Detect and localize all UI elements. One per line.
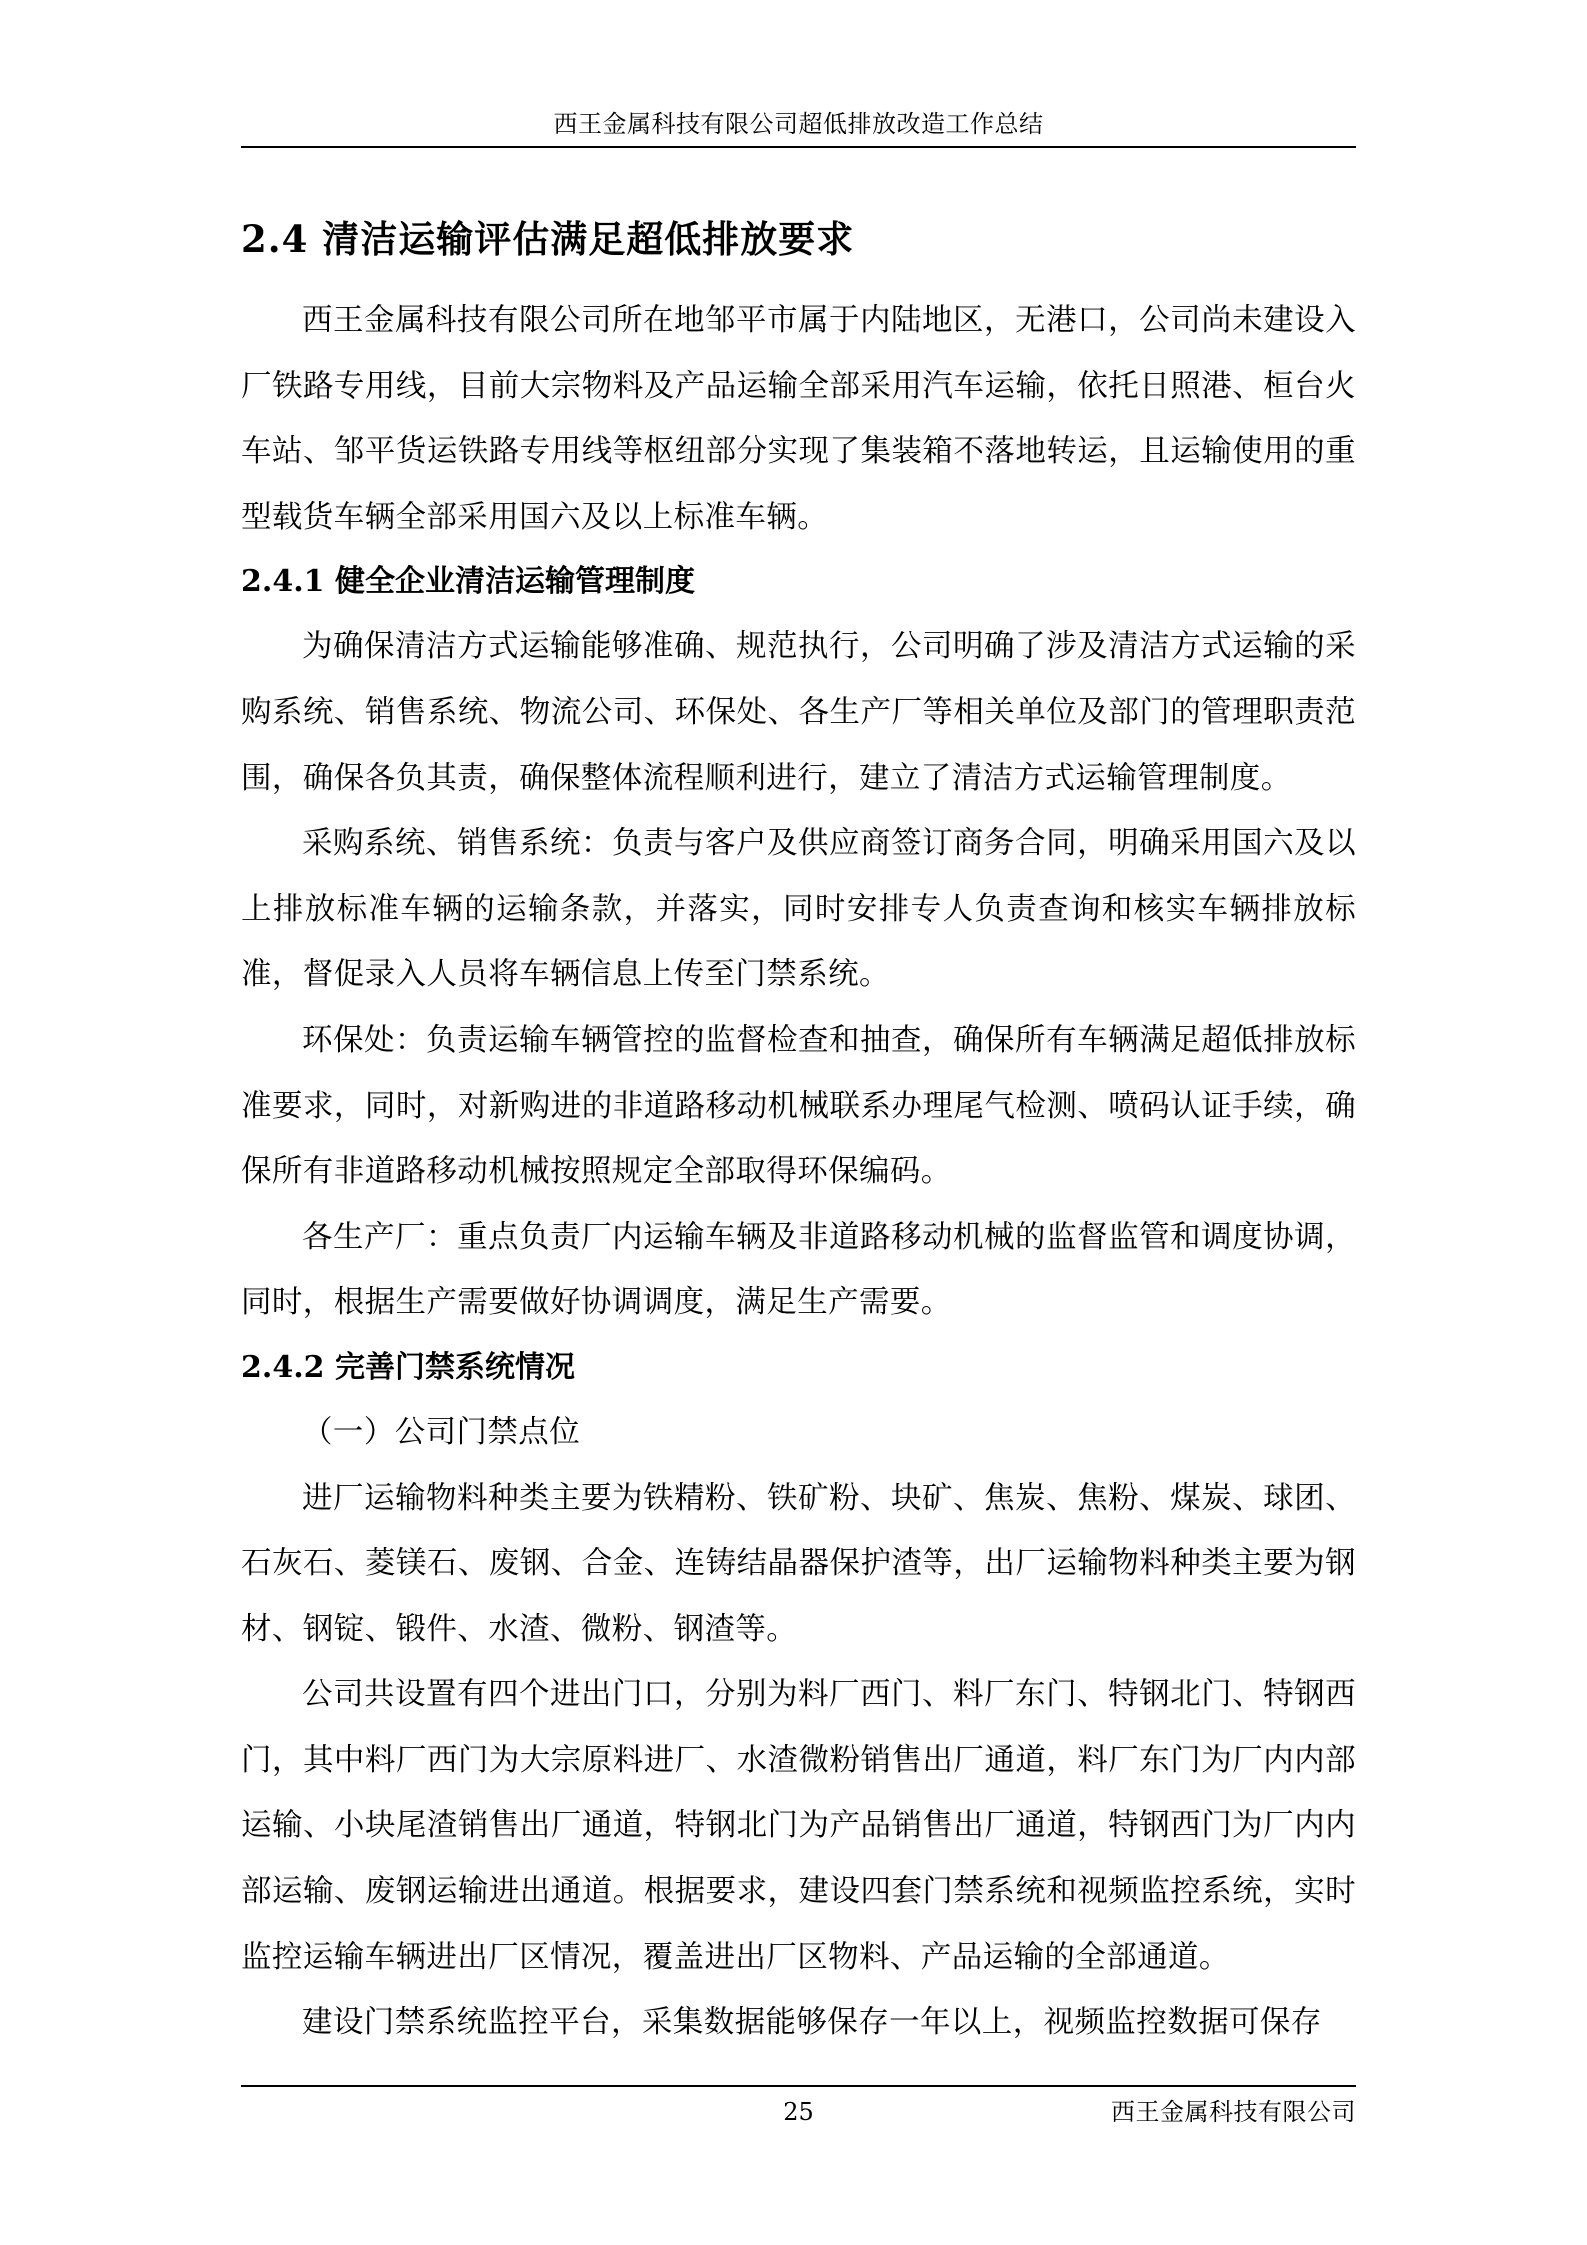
paragraph: 进厂运输物料种类主要为铁精粉、铁矿粉、块矿、焦炭、焦粉、煤炭、球团、石灰石、菱镁石、废钢、合金、连铸结晶器保护渣等，出厂运输物料种类主要为钢材、钢锭、锻件、水渣、微粉、钢渣等。 bbox=[241, 1480, 1356, 1647]
footer-divider bbox=[241, 2085, 1356, 2087]
paragraph: 环保处：负责运输车辆管控的监督检查和抽查，确保所有车辆满足超低排放标准要求，同时，对新购进的非道路移动机械联系办理尾气检测、喷码认证手续，确保所有非道路移动机械按照规定全部取得环保编码。 bbox=[241, 1022, 1356, 1190]
paragraph: 为确保清洁方式运输能够准确、规范执行，公司明确了涉及清洁方式运输的采购系统、销售系统、物流公司、环保处、各生产厂等相关单位及部门的管理职责范围，确保各负其责，确保整体流程顺利进行，建立了清洁方式运输管理制度。 bbox=[241, 629, 1356, 796]
paragraph: 建设门禁系统监控平台，采集数据能够保存一年以上，视频监控数据可保存 bbox=[302, 2005, 1322, 2041]
section-intro-paragraph: 西王金属科技有限公司所在地邹平市属于内陆地区，无港口，公司尚未建设入厂铁路专用线，目前大宗物料及产品运输全部采用汽车运输，依托日照港、桓台火车站、邹平货运铁路专用线等枢纽部分实现了集装箱不落地转运，且运输使用的重型载货车辆全部采用国六及以上标准车辆。 bbox=[241, 303, 1356, 535]
subsection-heading-2-4-1: 2.4.1 健全企业清洁运输管理制度 bbox=[241, 564, 695, 600]
page-content bbox=[241, 196, 1356, 2056]
section-heading: 2.4 清洁运输评估满足超低排放要求 bbox=[241, 217, 855, 261]
sub-heading-gate-points: （一）公司门禁点位 bbox=[302, 1414, 581, 1450]
paragraph: 公司共设置有四个进出门口，分别为料厂西门、料厂东门、特钢北门、特钢西门，其中料厂西门为大宗原料进厂、水渣微粉销售出厂通道，料厂东门为厂内内部运输、小块尾渣销售出厂通道，特钢北门为产品销售出厂通道，特钢西门为厂内内部运输、废钢运输进出通道。根据要求，建设四套门禁系统和视频监控系统，实时监控运输车辆进出厂区情况，覆盖进出厂区物料、产品运输的全部通道。 bbox=[241, 1677, 1356, 1975]
paragraph: 各生产厂：重点负责厂内运输车辆及非道路移动机械的监督监管和调度协调，同时，根据生产需要做好协调调度，满足生产需要。 bbox=[241, 1219, 1356, 1321]
header-divider bbox=[241, 146, 1356, 148]
page-number: 25 bbox=[783, 2098, 814, 2126]
subsection-heading-2-4-2: 2.4.2 完善门禁系统情况 bbox=[241, 1349, 575, 1385]
page-header-title: 西王金属科技有限公司超低排放改造工作总结 bbox=[553, 110, 1044, 138]
paragraph: 采购系统、销售系统：负责与客户及供应商签订商务合同，明确采用国六及以上排放标准车辆的运输条款，并落实，同时安排专人负责查询和核实车辆排放标准，督促录入人员将车辆信息上传至门禁系统。 bbox=[241, 826, 1356, 993]
footer-company-name: 西王金属科技有限公司 bbox=[1111, 2098, 1356, 2126]
